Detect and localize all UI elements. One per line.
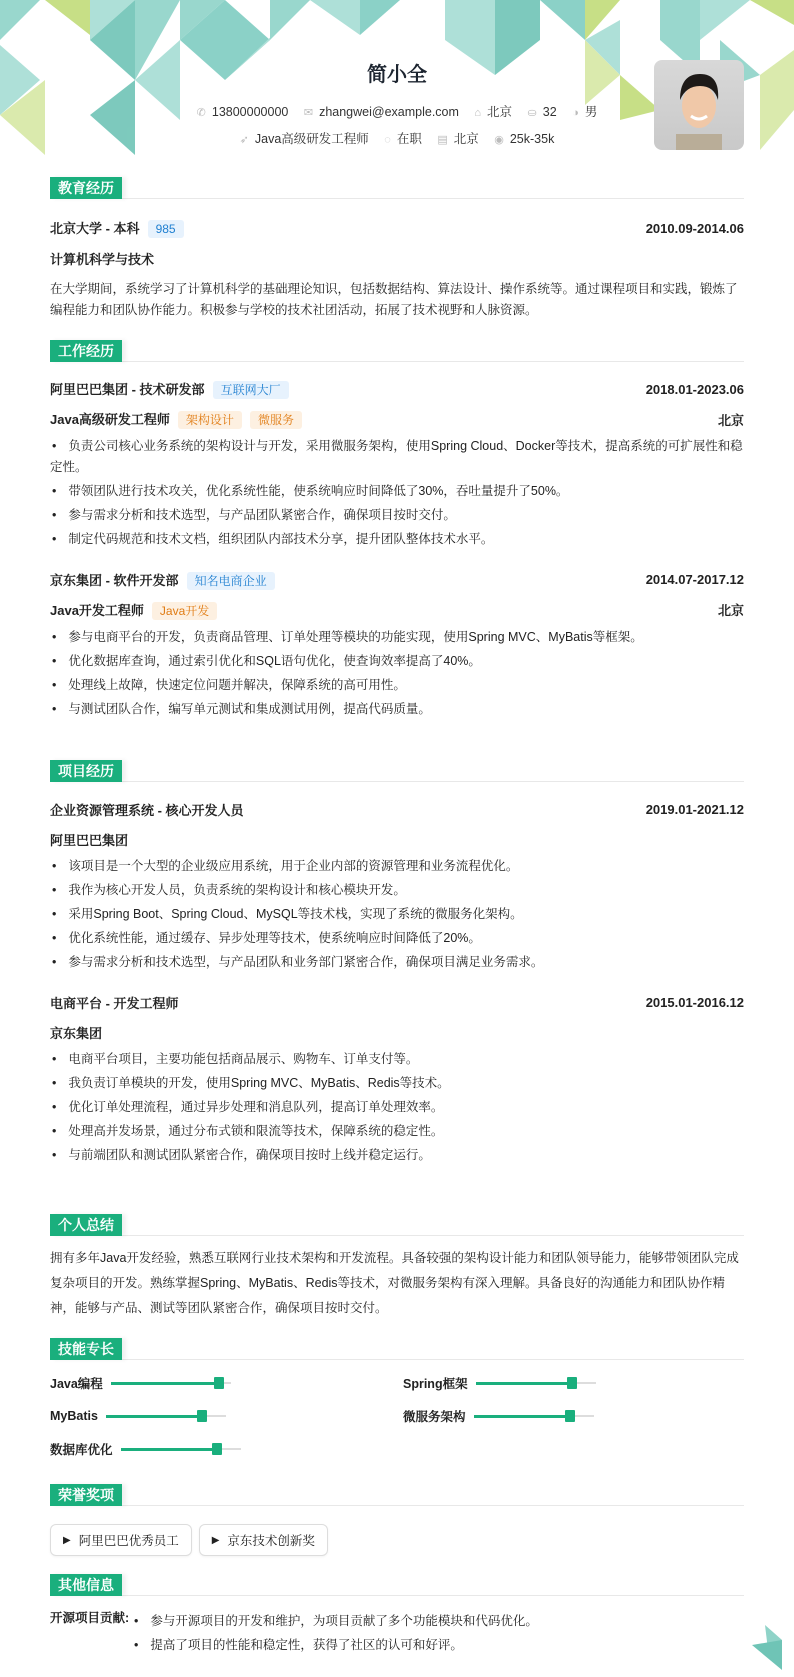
section-title: 其他信息 bbox=[50, 1574, 122, 1596]
bullet-item: • 电商平台项目，主要功能包括商品展示、购物车、订单支付等。 bbox=[50, 1049, 744, 1070]
project-header bbox=[50, 796, 744, 822]
bullet-item: • 优化订单处理流程，通过异步处理和消息队列，提高订单处理效率。 bbox=[50, 1097, 744, 1118]
skill-level-bar bbox=[111, 1382, 231, 1384]
skill-item bbox=[403, 1405, 744, 1427]
major: 计算机科学与技术 bbox=[50, 251, 155, 267]
bullet-item: • 该项目是一个大型的企业级应用系统，用于企业内部的资源管理和业务流程优化。 bbox=[50, 856, 744, 877]
skill-name: 微服务架构 bbox=[403, 1410, 466, 1424]
bullet-item: • 参与需求分析和技术选型，与产品团队和业务部门紧密合作，确保项目满足业务需求。 bbox=[50, 952, 744, 973]
section-title: 荣誉奖项 bbox=[50, 1484, 122, 1506]
company-tag: 知名电商企业 bbox=[187, 572, 275, 590]
role-group bbox=[50, 409, 302, 429]
target-city: 北京 bbox=[453, 132, 479, 146]
skills-section bbox=[50, 1338, 744, 1460]
gender: 男 bbox=[584, 105, 598, 119]
corner-logo-icon bbox=[752, 1625, 782, 1670]
age: 32 bbox=[542, 105, 557, 119]
honors-section bbox=[50, 1484, 744, 1556]
skill-tag: 微服务 bbox=[250, 411, 302, 429]
project-company-row bbox=[50, 1019, 744, 1045]
bullet-item: • 与测试团队合作，编写单元测试和集成测试用例，提高代码质量。 bbox=[50, 699, 744, 720]
company-group bbox=[50, 379, 289, 399]
other-section bbox=[50, 1574, 744, 1659]
summary-text: 拥有多年Java开发经验，熟悉互联网行业技术架构和开发流程。具备较强的架构设计能力和团队领导能力，能够带领团队完成复杂项目的开发。熟练掌握Spring、MyBatis、Redis等技术，对微服务架构有深入理解。具备良好的沟通能力和团队协作精神，能够与产品、测试等团队紧密合作，确保项目按时交付。 bbox=[50, 1251, 739, 1315]
skill-level-bar bbox=[476, 1382, 596, 1384]
phone-icon: ✆ bbox=[196, 107, 206, 119]
company: 京东集团 - 软件开发部 bbox=[50, 572, 179, 588]
school: 北京大学 - 本科 bbox=[50, 221, 140, 236]
bullet-item: • 参与电商平台的开发，负责商品管理、订单处理等模块的功能实现，使用Spring MVC、MyBatis等框架。 bbox=[50, 627, 744, 648]
play-triangle-icon: ▶ bbox=[63, 1534, 71, 1546]
skill-name: MyBatis bbox=[50, 1409, 98, 1423]
summary-section bbox=[50, 1214, 744, 1321]
role: Java开发工程师 bbox=[50, 602, 144, 618]
skill-level-handle bbox=[567, 1377, 577, 1389]
honor-label: 阿里巴巴优秀员工 bbox=[78, 1534, 179, 1548]
age-icon: ⛀ bbox=[527, 107, 537, 119]
other-bullet: • 参与开源项目的开发和维护，为项目贡献了多个功能模块和代码优化。 bbox=[132, 1611, 744, 1632]
company: 阿里巴巴集团 - 技术研发部 bbox=[50, 382, 205, 397]
skill-level-bar bbox=[121, 1448, 241, 1450]
email: zhangwei@example.com bbox=[319, 105, 459, 119]
skill-level-fill bbox=[121, 1448, 217, 1451]
gender-icon: ◑ bbox=[572, 107, 579, 119]
bullet-item: • 处理线上故障，快速定位问题并解决，保障系统的高可用性。 bbox=[50, 675, 744, 696]
work-header bbox=[50, 376, 744, 402]
project-section bbox=[50, 760, 744, 1169]
job-status: 在职 bbox=[396, 132, 422, 146]
work-header bbox=[50, 567, 744, 593]
bullet-item: • 负责公司核心业务系统的架构设计与开发，采用微服务架构，使用Spring Cloud、Docker等技术，提高系统的可扩展性和稳定性。 bbox=[50, 436, 744, 479]
honor-badge[interactable] bbox=[199, 1524, 328, 1556]
skill-level-fill bbox=[106, 1415, 202, 1418]
education-section bbox=[50, 177, 744, 322]
skill-item bbox=[50, 1438, 403, 1460]
salary-icon: ◉ bbox=[494, 134, 504, 146]
bullet-item: • 优化数据库查询，通过索引优化和SQL语句优化，使查询效率提高了40%。 bbox=[50, 651, 744, 672]
work-section bbox=[50, 340, 744, 723]
skill-level-handle bbox=[214, 1377, 224, 1389]
work-city: 北京 bbox=[717, 412, 744, 428]
work-bullets bbox=[50, 436, 744, 551]
phone: 13800000000 bbox=[211, 105, 289, 119]
bullet-item: • 制定代码规范和技术文档，组织团队内部技术分享，提升团队整体技术水平。 bbox=[50, 529, 744, 550]
section-title: 技能专长 bbox=[50, 1338, 122, 1360]
email-icon: ✉ bbox=[303, 107, 314, 119]
skill-item bbox=[50, 1372, 403, 1394]
skill-name: 数据库优化 bbox=[50, 1443, 113, 1457]
edu-desc: 在大学期间，系统学习了计算机科学的基础理论知识，包括数据结构、算法设计、操作系统等。通过课程项目和实践，锻炼了编程能力和团队协作能力。积极参与学校的技术社团活动，拓展了技术视野和人脉资源。 bbox=[50, 282, 738, 318]
section-title: 工作经历 bbox=[50, 340, 122, 362]
hometown: 北京 bbox=[487, 105, 513, 119]
skill-level-fill bbox=[476, 1382, 572, 1385]
home-icon: ⌂ bbox=[474, 107, 482, 119]
skill-level-handle bbox=[197, 1410, 207, 1422]
skill-item bbox=[50, 1405, 403, 1427]
honor-badge[interactable] bbox=[50, 1524, 192, 1556]
skill-level-bar bbox=[474, 1415, 594, 1417]
skill-name: Java编程 bbox=[50, 1377, 103, 1391]
role-row bbox=[50, 597, 744, 623]
bullet-item: • 优化系统性能，通过缓存、异步处理等技术，使系统响应时间降低了20%。 bbox=[50, 928, 744, 949]
work-date: 2014.07-2017.12 bbox=[645, 572, 744, 588]
other-bullet: • 提高了项目的性能和稳定性，获得了社区的认可和好评。 bbox=[132, 1635, 744, 1656]
play-triangle-icon: ▶ bbox=[211, 1534, 220, 1546]
status-icon: ◌ bbox=[384, 134, 391, 146]
honor-label: 京东技术创新奖 bbox=[227, 1534, 315, 1548]
bullet-item: • 带领团队进行技术攻关，优化系统性能，使系统响应时间降低了30%，吞吐量提升了50%。 bbox=[50, 481, 744, 502]
project-company-row bbox=[50, 826, 744, 852]
project-date: 2019.01-2021.12 bbox=[645, 801, 744, 817]
project-name: 企业资源管理系统 - 核心开发人员 bbox=[50, 802, 244, 818]
work-city: 北京 bbox=[717, 603, 744, 619]
job-target: Java高级研发工程师 bbox=[254, 132, 369, 146]
skill-level-handle bbox=[212, 1443, 222, 1455]
role: Java高级研发工程师 bbox=[50, 412, 170, 427]
skill-level-fill bbox=[111, 1382, 219, 1385]
building-icon: ▤ bbox=[437, 134, 448, 146]
skill-level-fill bbox=[474, 1415, 570, 1418]
project-company: 京东集团 bbox=[50, 1025, 103, 1041]
bullet-item: • 处理高并发场景，通过分布式锁和限流等技术，保障系统的稳定性。 bbox=[50, 1121, 744, 1142]
salary: 25k-35k bbox=[509, 132, 555, 146]
section-title: 个人总结 bbox=[50, 1214, 122, 1236]
job-line bbox=[50, 129, 744, 147]
skill-name: Spring框架 bbox=[403, 1377, 468, 1391]
project-company: 阿里巴巴集团 bbox=[50, 832, 129, 848]
work-bullets bbox=[50, 627, 744, 720]
bullet-item: • 与前端团队和测试团队紧密合作，确保项目按时上线并稳定运行。 bbox=[50, 1145, 744, 1166]
role-group bbox=[50, 600, 217, 620]
bullet-item: • 参与需求分析和技术选型，与产品团队紧密合作，确保项目按时交付。 bbox=[50, 505, 744, 526]
company-group bbox=[50, 570, 275, 590]
other-label: 开源项目贡献: bbox=[50, 1611, 130, 1625]
section-title: 项目经历 bbox=[50, 760, 122, 782]
contact-line bbox=[50, 102, 744, 120]
company-tag: 互联网大厂 bbox=[213, 381, 289, 399]
skill-tag: Java开发 bbox=[152, 602, 217, 620]
project-name: 电商平台 - 开发工程师 bbox=[50, 995, 179, 1011]
skill-level-handle bbox=[565, 1410, 575, 1422]
project-bullets bbox=[50, 1049, 744, 1166]
rocket-icon: ➶ bbox=[239, 134, 249, 146]
work-date: 2018.01-2023.06 bbox=[645, 381, 744, 397]
skill-tag: 架构设计 bbox=[178, 411, 242, 429]
skill-level-bar bbox=[106, 1415, 226, 1417]
project-header bbox=[50, 989, 744, 1015]
section-title: 教育经历 bbox=[50, 177, 122, 199]
bullet-item: • 我作为核心开发人员，负责系统的架构设计和核心模块开发。 bbox=[50, 880, 744, 901]
bullet-item: • 我负责订单模块的开发，使用Spring MVC、MyBatis、Redis等技术。 bbox=[50, 1073, 744, 1094]
skill-item bbox=[403, 1372, 744, 1394]
project-bullets bbox=[50, 856, 744, 973]
bullet-item: • 采用Spring Boot、Spring Cloud、MySQL等技术栈，实现了系统的微服务化架构。 bbox=[50, 904, 744, 925]
edu-date: 2010.09-2014.06 bbox=[645, 220, 744, 236]
role-row bbox=[50, 406, 744, 432]
project-date: 2015.01-2016.12 bbox=[645, 994, 744, 1010]
candidate-name: 简小全 bbox=[367, 64, 427, 86]
school-tag: 985 bbox=[148, 220, 184, 238]
